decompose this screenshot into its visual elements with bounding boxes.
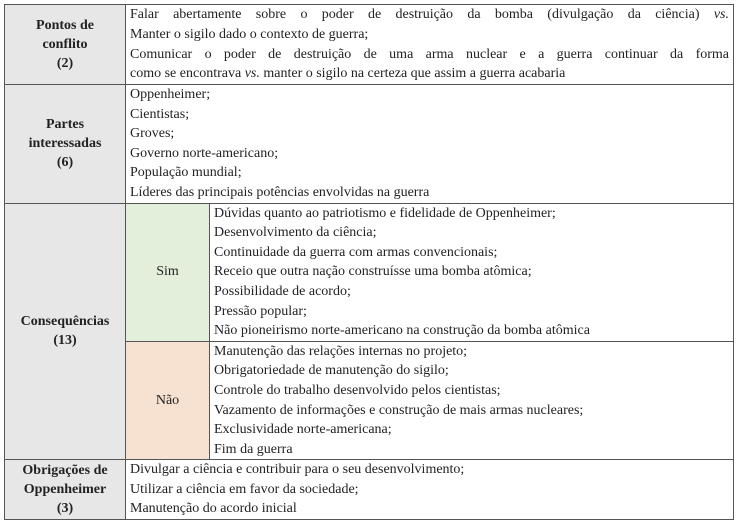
obligations-title-line-2: Oppenheimer (23, 482, 107, 498)
conflict-title-line-1: Pontos de (36, 18, 94, 33)
consequence-yes-item: Receio que outra nação construísse uma bomba atômica; (214, 264, 532, 280)
stakeholders-count: (6) (56, 155, 74, 171)
stakeholders-title-line-2: interessadas (28, 136, 102, 152)
obligations-header-cell (5, 460, 126, 520)
consequence-yes-item: Possibilidade de acordo; (214, 283, 351, 299)
consequences-no-label: Não (126, 341, 210, 460)
stakeholder-item: Líderes das principais potências envolvidas na guerra (130, 184, 430, 200)
conflict-line-4: como se encontrava vs. manter o sigilo na certeza que assim a guerra acabaria (130, 66, 566, 82)
consequence-yes-item: Continuidade da guerra com armas convencionais; (214, 244, 498, 260)
stakeholder-item: População mundial; (130, 165, 242, 181)
consequence-no-item: Manutenção das relações internas no projeto; (214, 343, 468, 359)
row-consequences-yes (5, 203, 734, 341)
consequences-yes-content (210, 203, 734, 341)
obligations-content-cell (126, 460, 734, 520)
consequence-no-item: Obrigatoriedade de manutenção do sigilo; (214, 363, 449, 379)
consequence-no-item: Fim da guerra (214, 441, 293, 457)
ethics-analysis-table (4, 4, 734, 520)
consequence-yes-item: Não pioneirismo norte-americano na construção da bomba atômica (214, 323, 590, 339)
conflict-title-line-2: conflito (42, 37, 88, 52)
stakeholders-header-cell (5, 85, 126, 204)
stakeholder-item: Governo norte-americano; (130, 145, 279, 161)
consequences-no-content (210, 341, 734, 460)
conflict-line-2: Manter o sigilo dado o contexto de guerra; (130, 26, 369, 42)
consequence-no-item: Exclusividade norte-americana; (214, 422, 392, 438)
consequences-header-cell (5, 203, 126, 460)
row-conflict (5, 5, 734, 85)
stakeholder-item: Cientistas; (130, 106, 190, 122)
stakeholders-title-line-1: Partes (45, 117, 85, 133)
consequences-yes-label: Sim (126, 203, 210, 341)
stakeholder-item: Groves; (130, 126, 175, 142)
obligation-item: Manutenção do acordo inicial (130, 501, 297, 517)
conflict-content-cell (126, 5, 734, 85)
obligations-title-line-1: Obrigações de (22, 463, 108, 479)
consequences-count: (13) (53, 333, 77, 349)
consequence-yes-item: Desenvolvimento da ciência; (214, 225, 377, 241)
consequence-yes-item: Pressão popular; (214, 303, 307, 319)
obligation-item: Utilizar a ciência em favor da sociedade; (130, 481, 359, 497)
obligations-count: (3) (56, 501, 74, 517)
conflict-line-3: Comunicar o poder de destruição de uma arma nuclear e a guerra continuar da forma (130, 46, 730, 62)
row-stakeholders (5, 85, 734, 204)
stakeholders-content-cell (126, 85, 734, 204)
conflict-header-cell (5, 5, 126, 85)
stakeholder-item: Oppenheimer; (130, 87, 211, 102)
conflict-count: (2) (56, 56, 74, 71)
row-obligations (5, 460, 734, 520)
consequences-title: Consequências (20, 314, 110, 330)
conflict-line-1: Falar abertamente sobre o poder de destruição da bomba (divulgação da ciência) vs. (130, 7, 730, 23)
consequence-no-item: Vazamento de informações e construção de mais armas nucleares; (214, 402, 584, 418)
obligation-item: Divulgar a ciência e contribuir para o seu desenvolvimento; (130, 462, 465, 478)
consequence-yes-item: Dúvidas quanto ao patriotismo e fidelidade de Oppenheimer; (214, 205, 556, 221)
consequence-no-item: Controle do trabalho desenvolvido pelos cientistas; (214, 382, 501, 398)
